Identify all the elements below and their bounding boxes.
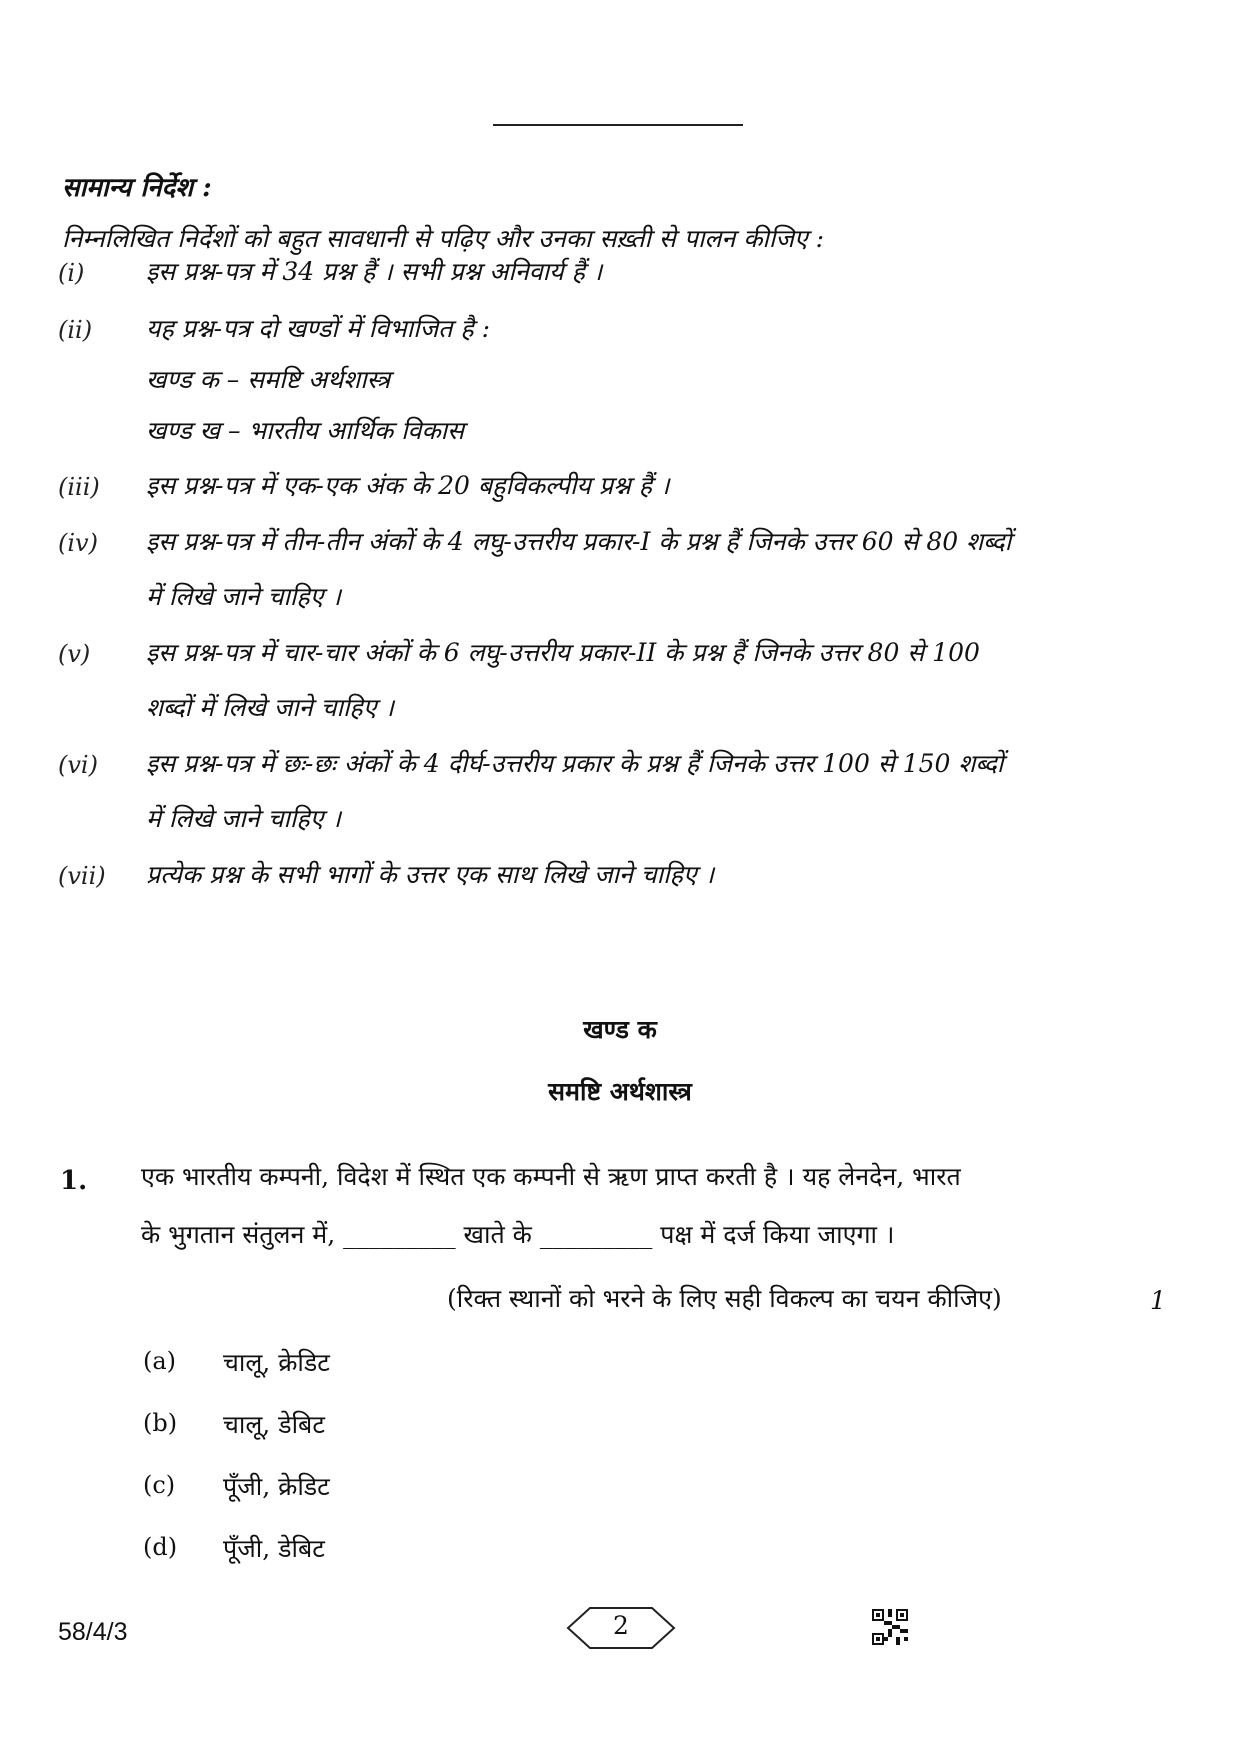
instruction-text: इस प्रश्न-पत्र में एक-एक अंक के 20 बहुविकल्पीय प्रश्न हैं । (146, 471, 670, 500)
top-rule (493, 124, 743, 126)
instruction-text: प्रत्येक प्रश्न के सभी भागों के उत्तर एक साथ लिखे जाने चाहिए । (146, 860, 715, 889)
option-text: चालू, डेबिट (223, 1410, 325, 1439)
instruction-text-continued: शब्दों में लिखे जाने चाहिए । (146, 693, 394, 722)
general-instructions-title: सामान्य निर्देश : (62, 173, 212, 203)
instruction-number: (v) (58, 640, 91, 668)
instruction-number: (ii) (58, 316, 93, 344)
question-text-line: एक भारतीय कम्पनी, विदेश में स्थित एक कम्पनी से ऋण प्राप्त करती है । यह लेनदेन, भारत (141, 1162, 961, 1191)
instruction-text: इस प्रश्न-पत्र में 34 प्रश्न हैं । सभी प्रश्न अनिवार्य हैं । (146, 257, 603, 286)
section-list-item-a: खण्ड क – समष्टि अर्थशास्त्र (146, 365, 391, 394)
option-text: चालू, क्रेडिट (223, 1348, 330, 1377)
section-list-item-b: खण्ड ख – भारतीय आर्थिक विकास (146, 416, 465, 445)
instruction-text-continued: में लिखे जाने चाहिए । (146, 582, 341, 611)
instructions-intro: निम्नलिखित निर्देशों को बहुत सावधानी से पढ़िए और उनका सख़्ती से पालन कीजिए : (62, 224, 825, 253)
instruction-text: यह प्रश्न-पत्र दो खण्डों में विभाजित है : (146, 314, 491, 343)
option-label: (c) (143, 1471, 176, 1499)
paper-code: 58/4/3 (58, 1618, 128, 1646)
instruction-number: (vii) (58, 862, 106, 890)
instruction-text: इस प्रश्न-पत्र में चार-चार अंकों के 6 लघु-उत्तरीय प्रकार-II के प्रश्न हैं जिनके उत्तर 80 से 100 (146, 638, 980, 667)
option-text: पूँजी, क्रेडिट (223, 1472, 330, 1501)
instruction-text: इस प्रश्न-पत्र में तीन-तीन अंकों के 4 लघु-उत्तरीय प्रकार-I के प्रश्न हैं जिनके उत्तर 60 से 80 शब्दों (146, 527, 1012, 556)
instruction-text: इस प्रश्न-पत्र में छः-छः अंकों के 4 दीर्घ-उत्तरीय प्रकार के प्रश्न हैं जिनके उत्तर 100 से 150 शब्दों (146, 749, 1004, 778)
option-text: पूँजी, डेबिट (223, 1534, 325, 1563)
option-label: (d) (143, 1533, 178, 1561)
page-number: 2 (613, 1611, 629, 1640)
question-instruction: (रिक्त स्थानों को भरने के लिए सही विकल्प का चयन कीजिए) (447, 1284, 1002, 1313)
instruction-text-continued: में लिखे जाने चाहिए । (146, 804, 341, 833)
instruction-number: (iv) (58, 529, 98, 557)
option-label: (a) (143, 1347, 177, 1375)
instruction-number: (iii) (58, 473, 100, 501)
instruction-number: (i) (58, 259, 85, 287)
question-number: 1. (60, 1166, 88, 1196)
qr-code-icon (872, 1609, 908, 1645)
instruction-number: (vi) (58, 751, 98, 779)
section-heading: खण्ड क (583, 1015, 657, 1044)
question-text-line: के भुगतान संतुलन में, _________ खाते के _________ पक्ष में दर्ज किया जाएगा । (141, 1220, 895, 1249)
question-marks: 1 (1150, 1286, 1166, 1315)
option-label: (b) (143, 1409, 178, 1437)
section-subheading: समष्टि अर्थशास्त्र (548, 1077, 692, 1106)
